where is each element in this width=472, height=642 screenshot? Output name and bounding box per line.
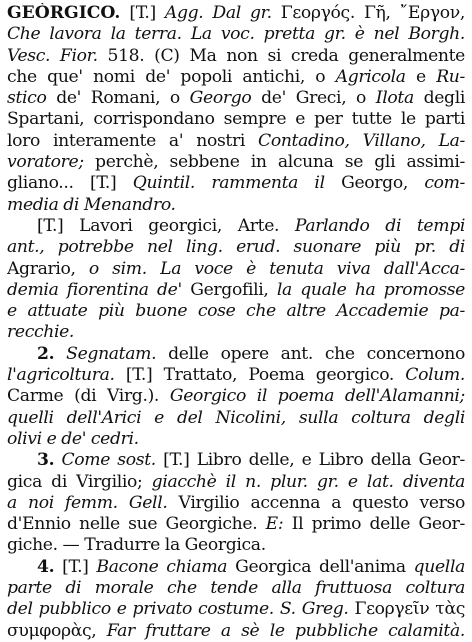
entry-text: del pubblico e privato costume. S. Greg. — [7, 599, 349, 620]
headword: GEÒRGICO. — [7, 3, 121, 23]
entry-line — [7, 131, 465, 152]
entry-text: Agricola — [335, 66, 406, 87]
entry-text: Γεοργός. Γῆ, ῎Εργον, — [271, 3, 465, 23]
entry-text: degli — [413, 88, 465, 109]
entry-text: [T.] Trattato, Poema georgico. — [114, 365, 406, 386]
entry-line — [7, 3, 465, 24]
entry-text: Γεοργεῖν τὰς — [348, 599, 465, 620]
entry-text: Segnatam. — [66, 343, 157, 364]
entry-line — [7, 216, 465, 237]
entry-line — [7, 195, 465, 216]
entry-text: la quale ha promosse — [276, 279, 465, 300]
entry-text: E: — [265, 514, 284, 535]
entry-text: stico — [7, 88, 47, 109]
entry-text: Colum. — [405, 365, 465, 386]
entry-text: o sim. La voce è tenuta viva dall'Acca- — [88, 258, 465, 279]
entry-text: media di Menandro. — [7, 194, 176, 215]
entry-line — [7, 322, 465, 343]
entry-text: loro interamente a' nostri — [7, 130, 259, 151]
entry-text: Georgo, — [324, 173, 425, 194]
entry-line — [7, 365, 465, 386]
entry-text: Vesc. Fior. — [7, 45, 98, 66]
entry-line — [7, 344, 465, 365]
entry-line — [7, 301, 465, 322]
entry-text: de' Greci, o — [251, 88, 376, 109]
entry-text: a noi femm. Gell. — [7, 492, 168, 513]
entry-text: e attuate più buone cose che altre Accademie pa- — [7, 301, 465, 322]
entry-line — [7, 109, 465, 130]
entry-text: voratore; — [7, 152, 84, 173]
entry-line — [7, 280, 465, 301]
entry-text: demia fiorentina de' — [7, 279, 182, 300]
entry-text: Bacone chiama — [96, 556, 228, 577]
entry-text — [54, 344, 66, 364]
entry-text: ant., potrebbe nel ling. erud. suonare più pr. di — [7, 237, 465, 258]
entry-text: [T.] Lavori georgici, Arte. — [37, 215, 295, 236]
entry-text: [T.] — [120, 3, 165, 23]
entry-line — [7, 578, 465, 599]
entry-line — [7, 173, 465, 194]
entry-text: parte di morale che tende alla fruttuosa coltura — [7, 578, 465, 599]
entry-text: Georgica dell'anima — [227, 556, 414, 577]
entry-text: com- — [424, 173, 465, 194]
entry-text: d'Ennio nelle sue Georgiche. — [7, 514, 266, 535]
entry-line — [7, 514, 465, 535]
entry-line — [7, 46, 465, 67]
entry-text: Contadino, Villano, La- — [258, 130, 465, 151]
entry-line — [7, 429, 465, 450]
entry-text: giche. — Tradurre la Georgica. — [7, 535, 266, 556]
entry-text: Virgilio accenna a questo verso — [167, 492, 465, 513]
entry-text: gliano... [T.] — [7, 173, 133, 194]
entry-line — [7, 472, 465, 493]
entry-line — [7, 493, 465, 514]
entry-line — [7, 621, 465, 642]
sense-number: 2. — [37, 343, 55, 364]
entry-line — [7, 557, 465, 578]
entry-text: il poema dell'Alamanni; — [245, 386, 465, 407]
entry-text: Che lavora la terra. La voc. pretta gr. è nel Borgh. — [7, 24, 465, 45]
entry-text: [T.] Libro delle, e Libro della Geor- — [155, 450, 465, 471]
entry-text: Carme (di Virg.). — [7, 386, 170, 407]
entry-line — [7, 67, 465, 88]
sense-number: 4. — [37, 556, 55, 577]
entry-text: de' Romani, o — [46, 88, 190, 109]
entry-line — [7, 386, 465, 407]
entry-line — [7, 599, 465, 620]
entry-text: συμφορὰς, — [7, 620, 107, 641]
entry-text: quelli dell'Arici e del Nicolini, sulla coltura degli — [7, 407, 465, 428]
entry-text: Agrario, — [7, 258, 89, 279]
entry-text: che que' nomi de' popoli antichi, o — [7, 66, 336, 87]
entry-text: Il primo delle Geor- — [283, 514, 465, 535]
entry-line — [7, 408, 465, 429]
entry-text: gica di Virgilio; — [7, 471, 152, 492]
entry-text: perchè, sebbene in alcuna se gli assimi- — [83, 152, 465, 173]
entry-text: 518. (C) Ma non si creda generalmente — [97, 45, 465, 66]
entry-line — [7, 24, 465, 45]
entry-line — [7, 88, 465, 109]
entry-line — [7, 535, 465, 556]
entry-text: [T.] — [54, 556, 97, 577]
entry-line — [7, 152, 465, 173]
entry-text: Spartani, corrispondano sempre e per tutte le parti — [7, 109, 465, 130]
entry-text: olivi e de' cedri. — [7, 428, 139, 449]
entry-text: Parlando di tempi — [294, 215, 465, 236]
entry-line — [7, 237, 465, 258]
entry-text: Far fruttare a sè le pubbliche calamità. — [106, 620, 465, 641]
entry-text: Ilota — [375, 88, 414, 109]
entry-text: giacchè il n. plur. gr. e lat. diventa — [151, 471, 465, 492]
entry-text: Come sost. — [61, 450, 156, 471]
entry-line — [7, 450, 465, 471]
entry-text: l'agricoltura. — [7, 365, 115, 386]
entry-text: Agg. Dal gr. — [164, 3, 272, 23]
entry-text: Georgico — [169, 386, 246, 407]
entry-text: recchie. — [7, 322, 75, 343]
dictionary-entry-georgico — [7, 3, 465, 642]
entry-line — [7, 259, 465, 280]
entry-text: Quintil. rammenta il — [132, 173, 325, 194]
entry-text: e — [405, 66, 437, 87]
entry-text: Georgo — [189, 88, 252, 109]
entry-text: Gergofili, — [181, 279, 277, 300]
entry-text: quella — [413, 556, 465, 577]
entry-text: delle opere ant. che concernono — [156, 343, 465, 364]
sense-number: 3. — [37, 450, 55, 471]
entry-text: Ru- — [436, 66, 465, 87]
